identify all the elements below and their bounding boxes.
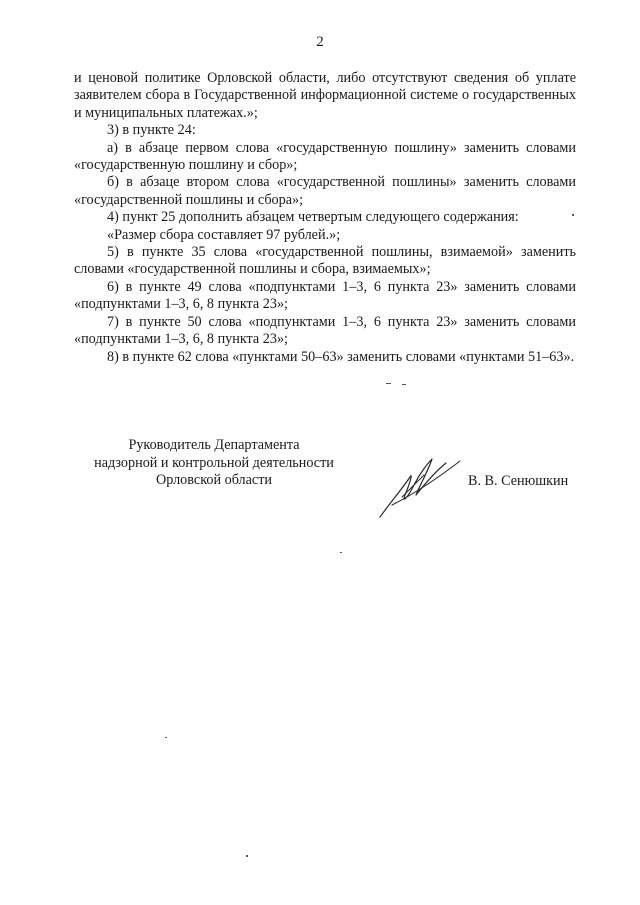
scan-speck xyxy=(386,383,391,384)
page-number: 2 xyxy=(316,34,324,50)
scan-speck xyxy=(165,737,167,738)
paragraph: 3) в пункте 24: xyxy=(107,122,196,139)
signatory-name: В. В. Сенюшкин xyxy=(468,473,569,489)
paragraph: и ценовой политике Орловской области, либо отсутствуют сведения об уплате заявителем сбора в Государственной информационной системе о государственных и муниципальных платежах.»; xyxy=(74,70,576,121)
paragraph: б) в абзаце втором слова «государственной пошлины» заменить словами «государственной пошлины и сбора»; xyxy=(74,174,576,208)
signatory-title xyxy=(74,437,354,490)
scan-speck xyxy=(572,214,574,216)
handwritten-signature xyxy=(372,455,464,521)
signatory-title-line: надзорной и контрольной деятельности xyxy=(94,454,334,471)
paragraph: 8) в пункте 62 слова «пунктами 50–63» заменить словами «пунктами 51–63». xyxy=(107,348,575,365)
paragraph: 5) в пункте 35 слова «государственной пошлины, взимаемой» заменить словами «государственной пошлины и сбора, взимаемых»; xyxy=(74,244,576,278)
paragraph: 4) пункт 25 дополнить абзацем четвертым следующего содержания: xyxy=(107,209,519,226)
paragraph: а) в абзаце первом слова «государственную пошлину» заменить словами «государственную пошлину и сбор»; xyxy=(74,139,576,174)
scan-speck xyxy=(246,855,248,857)
signatory-title-line: Орловской области xyxy=(155,472,273,489)
scan-speck xyxy=(340,552,342,553)
document-body xyxy=(74,70,576,366)
paragraph: 7) в пункте 50 слова «подпунктами 1–3, 6 пункта 23» заменить словами «подпунктами 1–3, 6, 8 пункта 23»; xyxy=(74,313,576,348)
paragraph: 6) в пункте 49 слова «подпунктами 1–3, 6 пункта 23» заменить словами «подпунктами 1–3, 6, 8 пункта 23»; xyxy=(74,278,576,313)
signatory-title-line: Руководитель Департамента xyxy=(128,437,300,453)
paragraph: «Размер сбора составляет 97 рублей.»; xyxy=(107,226,341,243)
scan-speck xyxy=(402,384,406,385)
